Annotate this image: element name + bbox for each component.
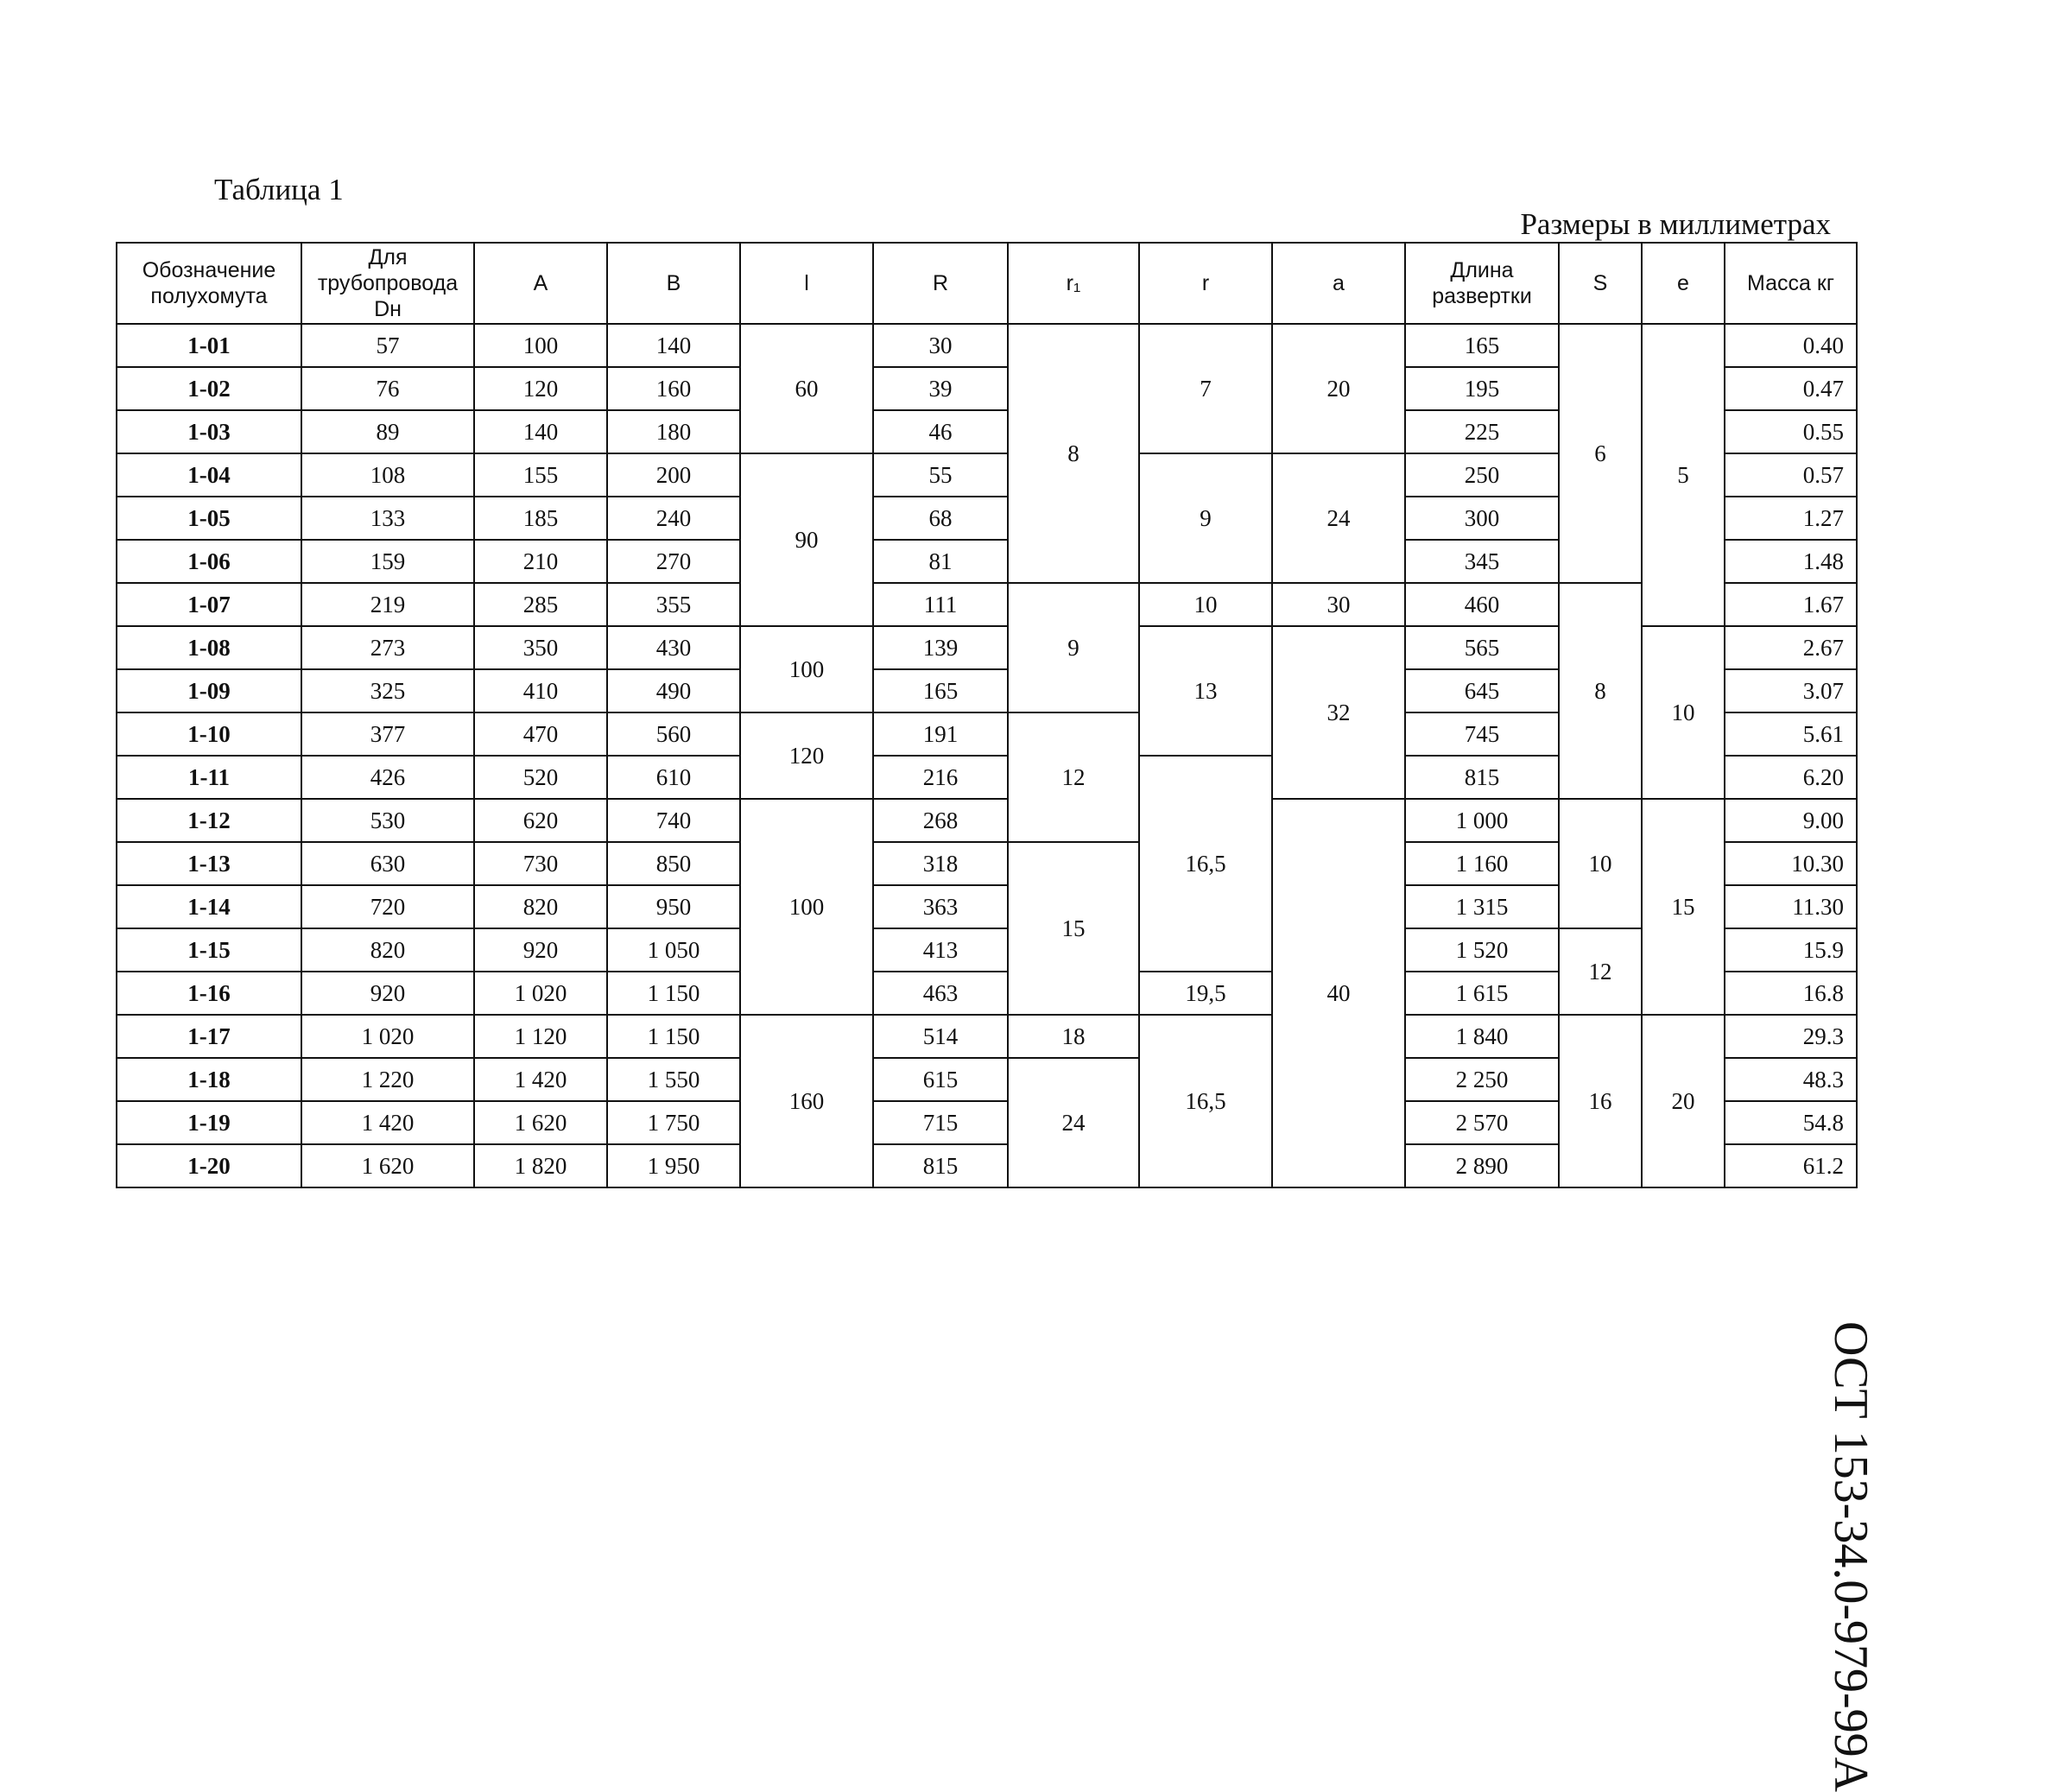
cell-a: 20 [1272,324,1405,453]
header-r: r [1139,243,1272,324]
cell-R: 30 [873,324,1008,367]
cell-dn: 630 [301,842,474,885]
cell-R: 363 [873,885,1008,928]
cell-length: 2 890 [1405,1144,1559,1187]
cell-length: 300 [1405,497,1559,540]
cell-R: 139 [873,626,1008,669]
dimensions-table [116,242,1858,1188]
cell-dn: 219 [301,583,474,626]
cell-length: 345 [1405,540,1559,583]
header-B: B [607,243,740,324]
cell-code: 1-03 [117,410,301,453]
cell-A: 140 [474,410,607,453]
cell-dn: 273 [301,626,474,669]
table-row [117,799,1857,842]
cell-r: 10 [1139,583,1272,626]
cell-r: 13 [1139,626,1272,756]
cell-A: 620 [474,799,607,842]
cell-code: 1-02 [117,367,301,410]
cell-S: 12 [1559,928,1642,1015]
cell-A: 285 [474,583,607,626]
cell-code: 1-20 [117,1144,301,1187]
cell-dn: 89 [301,410,474,453]
cell-r: 9 [1139,453,1272,583]
cell-B: 355 [607,583,740,626]
cell-B: 950 [607,885,740,928]
cell-B: 1 550 [607,1058,740,1101]
document-code: ОСТ 153-34.0-979-99А [1824,1321,1877,1792]
cell-code: 1-15 [117,928,301,972]
cell-code: 1-05 [117,497,301,540]
cell-A: 350 [474,626,607,669]
cell-length: 225 [1405,410,1559,453]
cell-length: 565 [1405,626,1559,669]
cell-dn: 1 620 [301,1144,474,1187]
cell-length: 745 [1405,712,1559,756]
cell-code: 1-08 [117,626,301,669]
cell-code: 1-12 [117,799,301,842]
cell-A: 410 [474,669,607,712]
cell-code: 1-01 [117,324,301,367]
header-e: e [1642,243,1725,324]
cell-R: 55 [873,453,1008,497]
cell-r1: 8 [1008,324,1139,583]
cell-B: 490 [607,669,740,712]
cell-r: 16,5 [1139,1015,1272,1187]
cell-B: 160 [607,367,740,410]
cell-length: 250 [1405,453,1559,497]
cell-B: 740 [607,799,740,842]
cell-B: 1 950 [607,1144,740,1187]
table-row [117,1015,1857,1058]
cell-code: 1-09 [117,669,301,712]
units-note: Размеры в миллиметрах [1520,207,1831,241]
cell-R: 111 [873,583,1008,626]
cell-length: 1 615 [1405,972,1559,1015]
cell-e: 20 [1642,1015,1725,1187]
header-pipeline: Для трубопровода Dн [301,243,474,324]
cell-R: 463 [873,972,1008,1015]
cell-mass: 2.67 [1725,626,1857,669]
cell-a: 32 [1272,626,1405,799]
cell-dn: 1 220 [301,1058,474,1101]
cell-A: 1 620 [474,1101,607,1144]
cell-mass: 16.8 [1725,972,1857,1015]
cell-B: 240 [607,497,740,540]
cell-R: 46 [873,410,1008,453]
table-row [117,928,1857,972]
cell-B: 270 [607,540,740,583]
cell-code: 1-07 [117,583,301,626]
cell-code: 1-11 [117,756,301,799]
cell-B: 850 [607,842,740,885]
cell-length: 2 570 [1405,1101,1559,1144]
cell-dn: 426 [301,756,474,799]
cell-dn: 76 [301,367,474,410]
cell-length: 2 250 [1405,1058,1559,1101]
cell-dn: 1 420 [301,1101,474,1144]
cell-A: 155 [474,453,607,497]
cell-mass: 9.00 [1725,799,1857,842]
cell-e: 10 [1642,626,1725,799]
cell-S: 10 [1559,799,1642,928]
cell-length: 1 520 [1405,928,1559,972]
cell-B: 140 [607,324,740,367]
cell-R: 268 [873,799,1008,842]
cell-l: 90 [740,453,873,626]
cell-R: 615 [873,1058,1008,1101]
cell-length: 195 [1405,367,1559,410]
cell-A: 1 120 [474,1015,607,1058]
cell-dn: 108 [301,453,474,497]
cell-code: 1-17 [117,1015,301,1058]
cell-mass: 0.55 [1725,410,1857,453]
cell-B: 1 150 [607,972,740,1015]
cell-A: 730 [474,842,607,885]
cell-R: 715 [873,1101,1008,1144]
cell-mass: 5.61 [1725,712,1857,756]
cell-R: 216 [873,756,1008,799]
cell-R: 68 [873,497,1008,540]
cell-A: 820 [474,885,607,928]
header-mass: Масса кг [1725,243,1857,324]
cell-length: 1 315 [1405,885,1559,928]
cell-code: 1-13 [117,842,301,885]
cell-mass: 6.20 [1725,756,1857,799]
cell-B: 1 150 [607,1015,740,1058]
header-S: S [1559,243,1642,324]
cell-code: 1-10 [117,712,301,756]
cell-S: 8 [1559,583,1642,799]
cell-A: 520 [474,756,607,799]
cell-A: 120 [474,367,607,410]
header-length: Длина развертки [1405,243,1559,324]
header-A: A [474,243,607,324]
cell-mass: 0.47 [1725,367,1857,410]
table-title: Таблица 1 [214,173,344,206]
cell-e: 5 [1642,324,1725,626]
cell-R: 39 [873,367,1008,410]
cell-length: 165 [1405,324,1559,367]
cell-length: 1 840 [1405,1015,1559,1058]
cell-A: 100 [474,324,607,367]
cell-e: 15 [1642,799,1725,1015]
cell-code: 1-04 [117,453,301,497]
cell-dn: 530 [301,799,474,842]
cell-length: 460 [1405,583,1559,626]
cell-r1: 15 [1008,842,1139,1015]
cell-B: 200 [607,453,740,497]
cell-mass: 29.3 [1725,1015,1857,1058]
cell-A: 1 420 [474,1058,607,1101]
cell-R: 191 [873,712,1008,756]
cell-r1: 18 [1008,1015,1139,1058]
cell-r1: 24 [1008,1058,1139,1187]
cell-mass: 54.8 [1725,1101,1857,1144]
cell-B: 430 [607,626,740,669]
header-r1: r₁ [1008,243,1139,324]
cell-mass: 1.48 [1725,540,1857,583]
cell-length: 1 160 [1405,842,1559,885]
table-row [117,324,1857,367]
cell-R: 815 [873,1144,1008,1187]
cell-l: 100 [740,799,873,1015]
cell-mass: 61.2 [1725,1144,1857,1187]
cell-mass: 0.40 [1725,324,1857,367]
cell-mass: 15.9 [1725,928,1857,972]
header-l: l [740,243,873,324]
cell-dn: 920 [301,972,474,1015]
cell-dn: 820 [301,928,474,972]
cell-R: 413 [873,928,1008,972]
cell-mass: 1.67 [1725,583,1857,626]
cell-mass: 3.07 [1725,669,1857,712]
cell-A: 210 [474,540,607,583]
cell-A: 1 820 [474,1144,607,1187]
cell-length: 1 000 [1405,799,1559,842]
header-R: R [873,243,1008,324]
cell-dn: 1 020 [301,1015,474,1058]
cell-r: 7 [1139,324,1272,453]
cell-dn: 159 [301,540,474,583]
cell-B: 180 [607,410,740,453]
cell-r: 19,5 [1139,972,1272,1015]
cell-r1: 12 [1008,712,1139,842]
cell-dn: 720 [301,885,474,928]
cell-a: 40 [1272,799,1405,1187]
cell-mass: 11.30 [1725,885,1857,928]
cell-code: 1-16 [117,972,301,1015]
cell-B: 1 750 [607,1101,740,1144]
cell-l: 60 [740,324,873,453]
cell-mass: 10.30 [1725,842,1857,885]
header-row [117,243,1857,324]
cell-mass: 0.57 [1725,453,1857,497]
cell-l: 160 [740,1015,873,1187]
cell-A: 1 020 [474,972,607,1015]
cell-dn: 325 [301,669,474,712]
cell-l: 100 [740,626,873,712]
cell-S: 16 [1559,1015,1642,1187]
cell-B: 560 [607,712,740,756]
cell-a: 30 [1272,583,1405,626]
header-a: a [1272,243,1405,324]
cell-R: 81 [873,540,1008,583]
cell-dn: 133 [301,497,474,540]
cell-code: 1-06 [117,540,301,583]
cell-r1: 9 [1008,583,1139,712]
cell-A: 185 [474,497,607,540]
cell-l: 120 [740,712,873,799]
cell-B: 1 050 [607,928,740,972]
cell-S: 6 [1559,324,1642,583]
cell-R: 165 [873,669,1008,712]
cell-R: 514 [873,1015,1008,1058]
cell-dn: 57 [301,324,474,367]
cell-r: 16,5 [1139,756,1272,972]
cell-mass: 48.3 [1725,1058,1857,1101]
cell-a: 24 [1272,453,1405,583]
cell-length: 645 [1405,669,1559,712]
header-designation: Обозначение полухомута [117,243,301,324]
cell-length: 815 [1405,756,1559,799]
cell-code: 1-19 [117,1101,301,1144]
cell-mass: 1.27 [1725,497,1857,540]
cell-A: 920 [474,928,607,972]
cell-code: 1-18 [117,1058,301,1101]
cell-B: 610 [607,756,740,799]
cell-dn: 377 [301,712,474,756]
table-row [117,583,1857,626]
cell-A: 470 [474,712,607,756]
cell-code: 1-14 [117,885,301,928]
cell-R: 318 [873,842,1008,885]
